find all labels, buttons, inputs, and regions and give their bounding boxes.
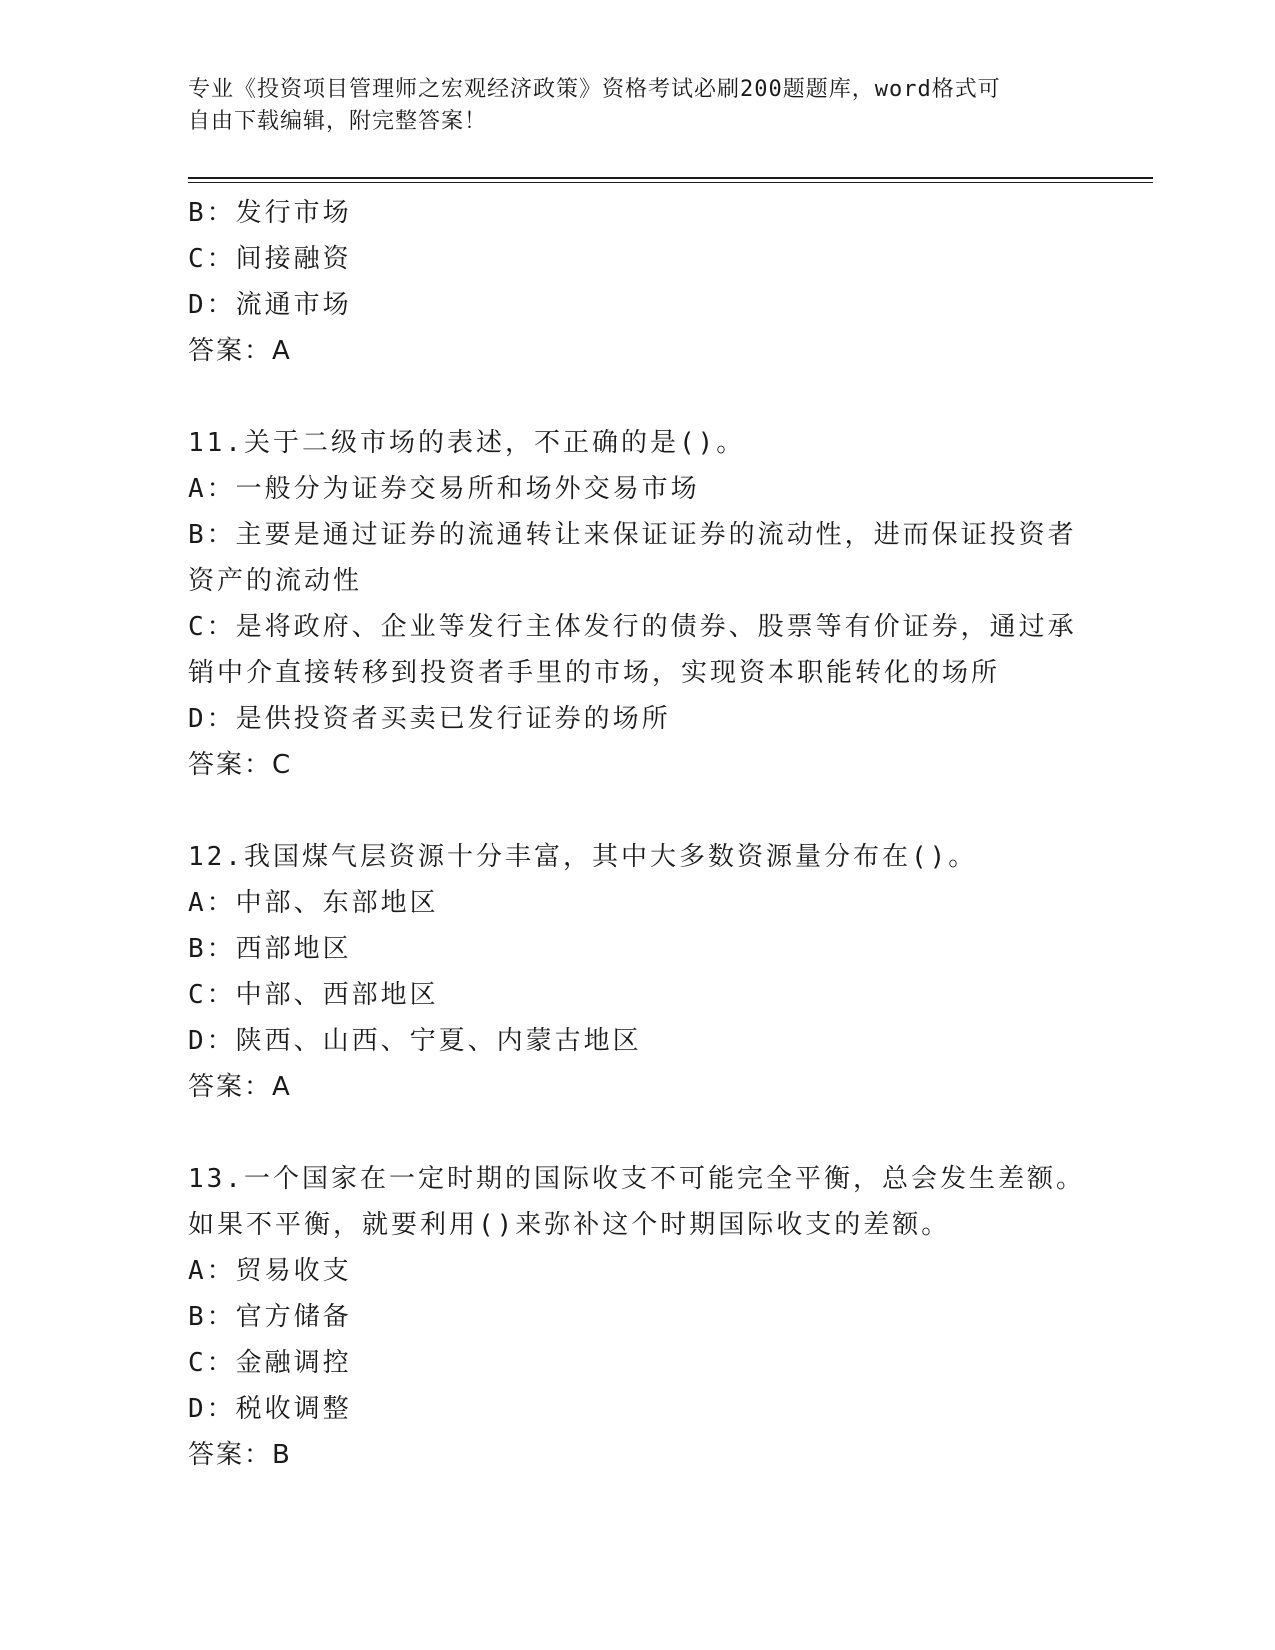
answer-line: 答案：B xyxy=(188,1440,292,1470)
option-a: A：一般分为证券交易所和场外交易市场 xyxy=(188,474,700,504)
option-d: D：税收调整 xyxy=(188,1394,352,1424)
option-b: B：发行市场 xyxy=(188,198,352,228)
question-stem: 12.我国煤气层资源十分丰富，其中大多数资源量分布在()。 xyxy=(188,842,978,872)
option-c: C：中部、西部地区 xyxy=(188,980,439,1010)
answer-line: 答案：C xyxy=(188,750,293,780)
header-rule-thick xyxy=(188,177,1153,179)
option-b-continued: 资产的流动性 xyxy=(188,566,363,596)
continued-question xyxy=(188,190,1088,374)
question-12 xyxy=(188,834,1088,1110)
document-header xyxy=(188,74,1068,138)
option-c: C：金融调控 xyxy=(188,1348,352,1378)
spacer xyxy=(188,1110,1088,1156)
option-c-continued: 销中介直接转移到投资者手里的市场，实现资本职能转化的场所 xyxy=(188,658,1001,688)
spacer xyxy=(188,788,1088,834)
question-13 xyxy=(188,1156,1088,1478)
option-c: C：是将政府、企业等发行主体发行的债券、股票等有价证券，通过承 xyxy=(188,612,1077,642)
option-b: B：主要是通过证券的流通转让来保证证券的流动性，进而保证投资者 xyxy=(188,520,1077,550)
option-b: B：西部地区 xyxy=(188,934,352,964)
answer-line: 答案：A xyxy=(188,1072,292,1102)
header-line-1: 专业《投资项目管理师之宏观经济政策》资格考试必刷200题题库，word格式可 xyxy=(188,77,1001,102)
option-a: A：贸易收支 xyxy=(188,1256,352,1286)
document-body xyxy=(188,190,1088,1478)
option-d: D：是供投资者买卖已发行证券的场所 xyxy=(188,704,671,734)
header-line-2: 自由下载编辑，附完整答案！ xyxy=(188,109,488,134)
option-a: A：中部、东部地区 xyxy=(188,888,439,918)
question-stem: 13.一个国家在一定时期的国际收支不可能完全平衡，总会发生差额。 xyxy=(188,1164,1085,1194)
option-d: D：陕西、山西、宁夏、内蒙古地区 xyxy=(188,1026,642,1056)
answer-line: 答案：A xyxy=(188,336,292,366)
question-stem: 11.关于二级市场的表述，不正确的是()。 xyxy=(188,428,746,458)
option-d: D：流通市场 xyxy=(188,290,352,320)
option-b: B：官方储备 xyxy=(188,1302,352,1332)
question-11 xyxy=(188,420,1088,788)
option-c: C：间接融资 xyxy=(188,244,352,274)
spacer xyxy=(188,374,1088,420)
question-stem-continued: 如果不平衡，就要利用()来弥补这个时期国际收支的差额。 xyxy=(188,1210,951,1240)
header-rule-thin xyxy=(188,182,1153,183)
